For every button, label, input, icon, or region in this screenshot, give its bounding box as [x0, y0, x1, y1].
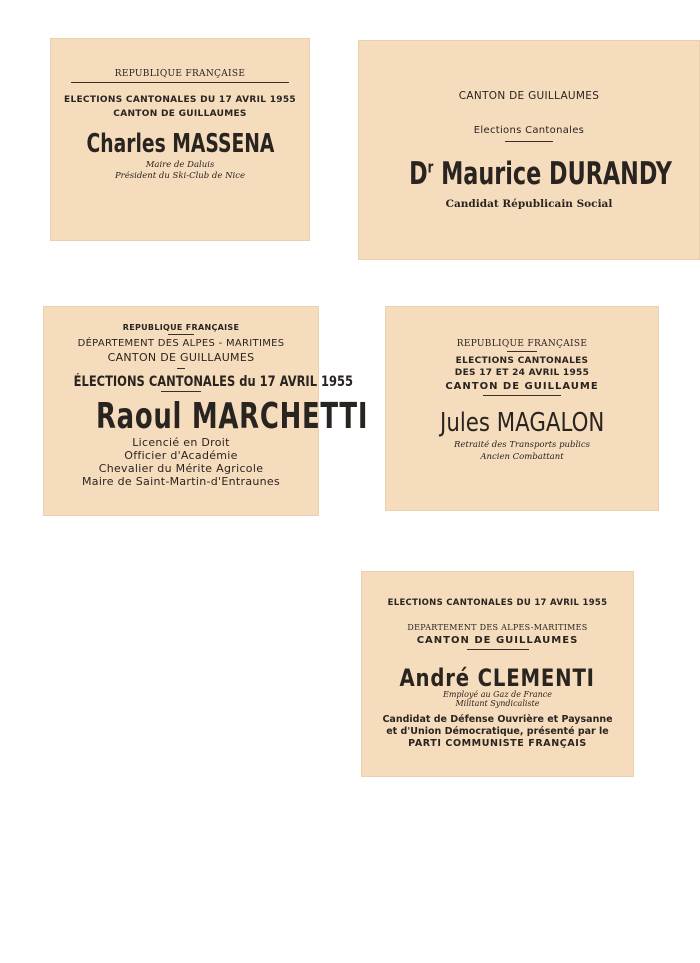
candidate-detail: Militant Syndicaliste [455, 699, 540, 708]
ballot-marchetti [43, 306, 369, 516]
candidate-detail: Ancien Combattant [480, 452, 564, 462]
candidate-detail: Licencié en Droit [132, 436, 230, 449]
candidate-name: $D^r$ Maurice DURANDY [409, 156, 672, 192]
candidate-name: Charles MASSENA [86, 129, 275, 159]
divider [467, 649, 529, 650]
divider [161, 391, 201, 392]
candidate-detail: Retraité des Transports publics [453, 440, 591, 450]
party-line: et d'Union Démocratique, présenté par le [386, 726, 609, 737]
election-title: DES 17 ET 24 AVRIL 1955 [454, 368, 590, 378]
election-title: ELECTIONS CANTONALES [455, 356, 589, 366]
candidate-detail: Employé au Gaz de France [442, 690, 552, 699]
election-title: ÉLECTIONS CANTONALES du 17 AVRIL 1955 [73, 374, 353, 390]
candidate-detail: Chevalier du Mérite Agricole [98, 462, 264, 475]
ballot-magalon [385, 306, 659, 511]
canton-name: CANTON DE GUILLAUMES [416, 635, 579, 646]
party-line: Candidat de Défense Ouvrière et Paysanne [382, 714, 613, 725]
canton-name: CANTON DE GUILLAUMES [107, 351, 255, 364]
candidate-detail: Maire de Daluis [145, 160, 215, 170]
candidate-name: Jules MAGALON [439, 408, 605, 438]
department-name: DEPARTEMENT DES ALPES-MARITIMES [407, 623, 588, 632]
candidate-detail: Candidat Républicain Social [445, 198, 613, 210]
election-title: ELECTIONS CANTONALES DU 17 AVRIL 1955 [387, 598, 608, 608]
candidate-detail: Président du Ski-Club de Nice [114, 171, 246, 181]
canton-name: CANTON DE GUILLAUME [445, 381, 599, 392]
divider [505, 141, 553, 142]
party-name: PARTI COMMUNISTE FRANÇAIS [408, 738, 587, 749]
republic-header: REPUBLIQUE FRANÇAISE [456, 339, 588, 349]
republic-header: REPUBLIQUE FRANÇAISE [122, 323, 240, 332]
ballot-clementi [361, 571, 634, 777]
canton-name: CANTON DE GUILLAUMES [113, 109, 247, 119]
divider [483, 395, 561, 396]
election-title: Elections Cantonales [473, 125, 585, 136]
divider [168, 334, 194, 335]
republic-header: REPUBLIQUE FRANÇAISE [114, 69, 246, 79]
candidate-detail: Maire de Saint-Martin-d'Entraunes [81, 475, 281, 488]
divider [71, 82, 289, 83]
candidate-detail: Officier d'Académie [124, 449, 238, 462]
ballot-durandy [358, 40, 700, 260]
ballot-massena [50, 38, 310, 241]
department-name: DÉPARTEMENT DES ALPES - MARITIMES [77, 338, 285, 349]
election-title: ELECTIONS CANTONALES DU 17 AVRIL 1955 [64, 95, 296, 105]
canton-name: CANTON DE GUILLAUMES [458, 90, 600, 102]
divider [177, 368, 185, 369]
divider [507, 351, 537, 352]
candidate-name: Raoul MARCHETTI [95, 396, 369, 437]
candidate-name: André CLEMENTI [399, 664, 596, 692]
